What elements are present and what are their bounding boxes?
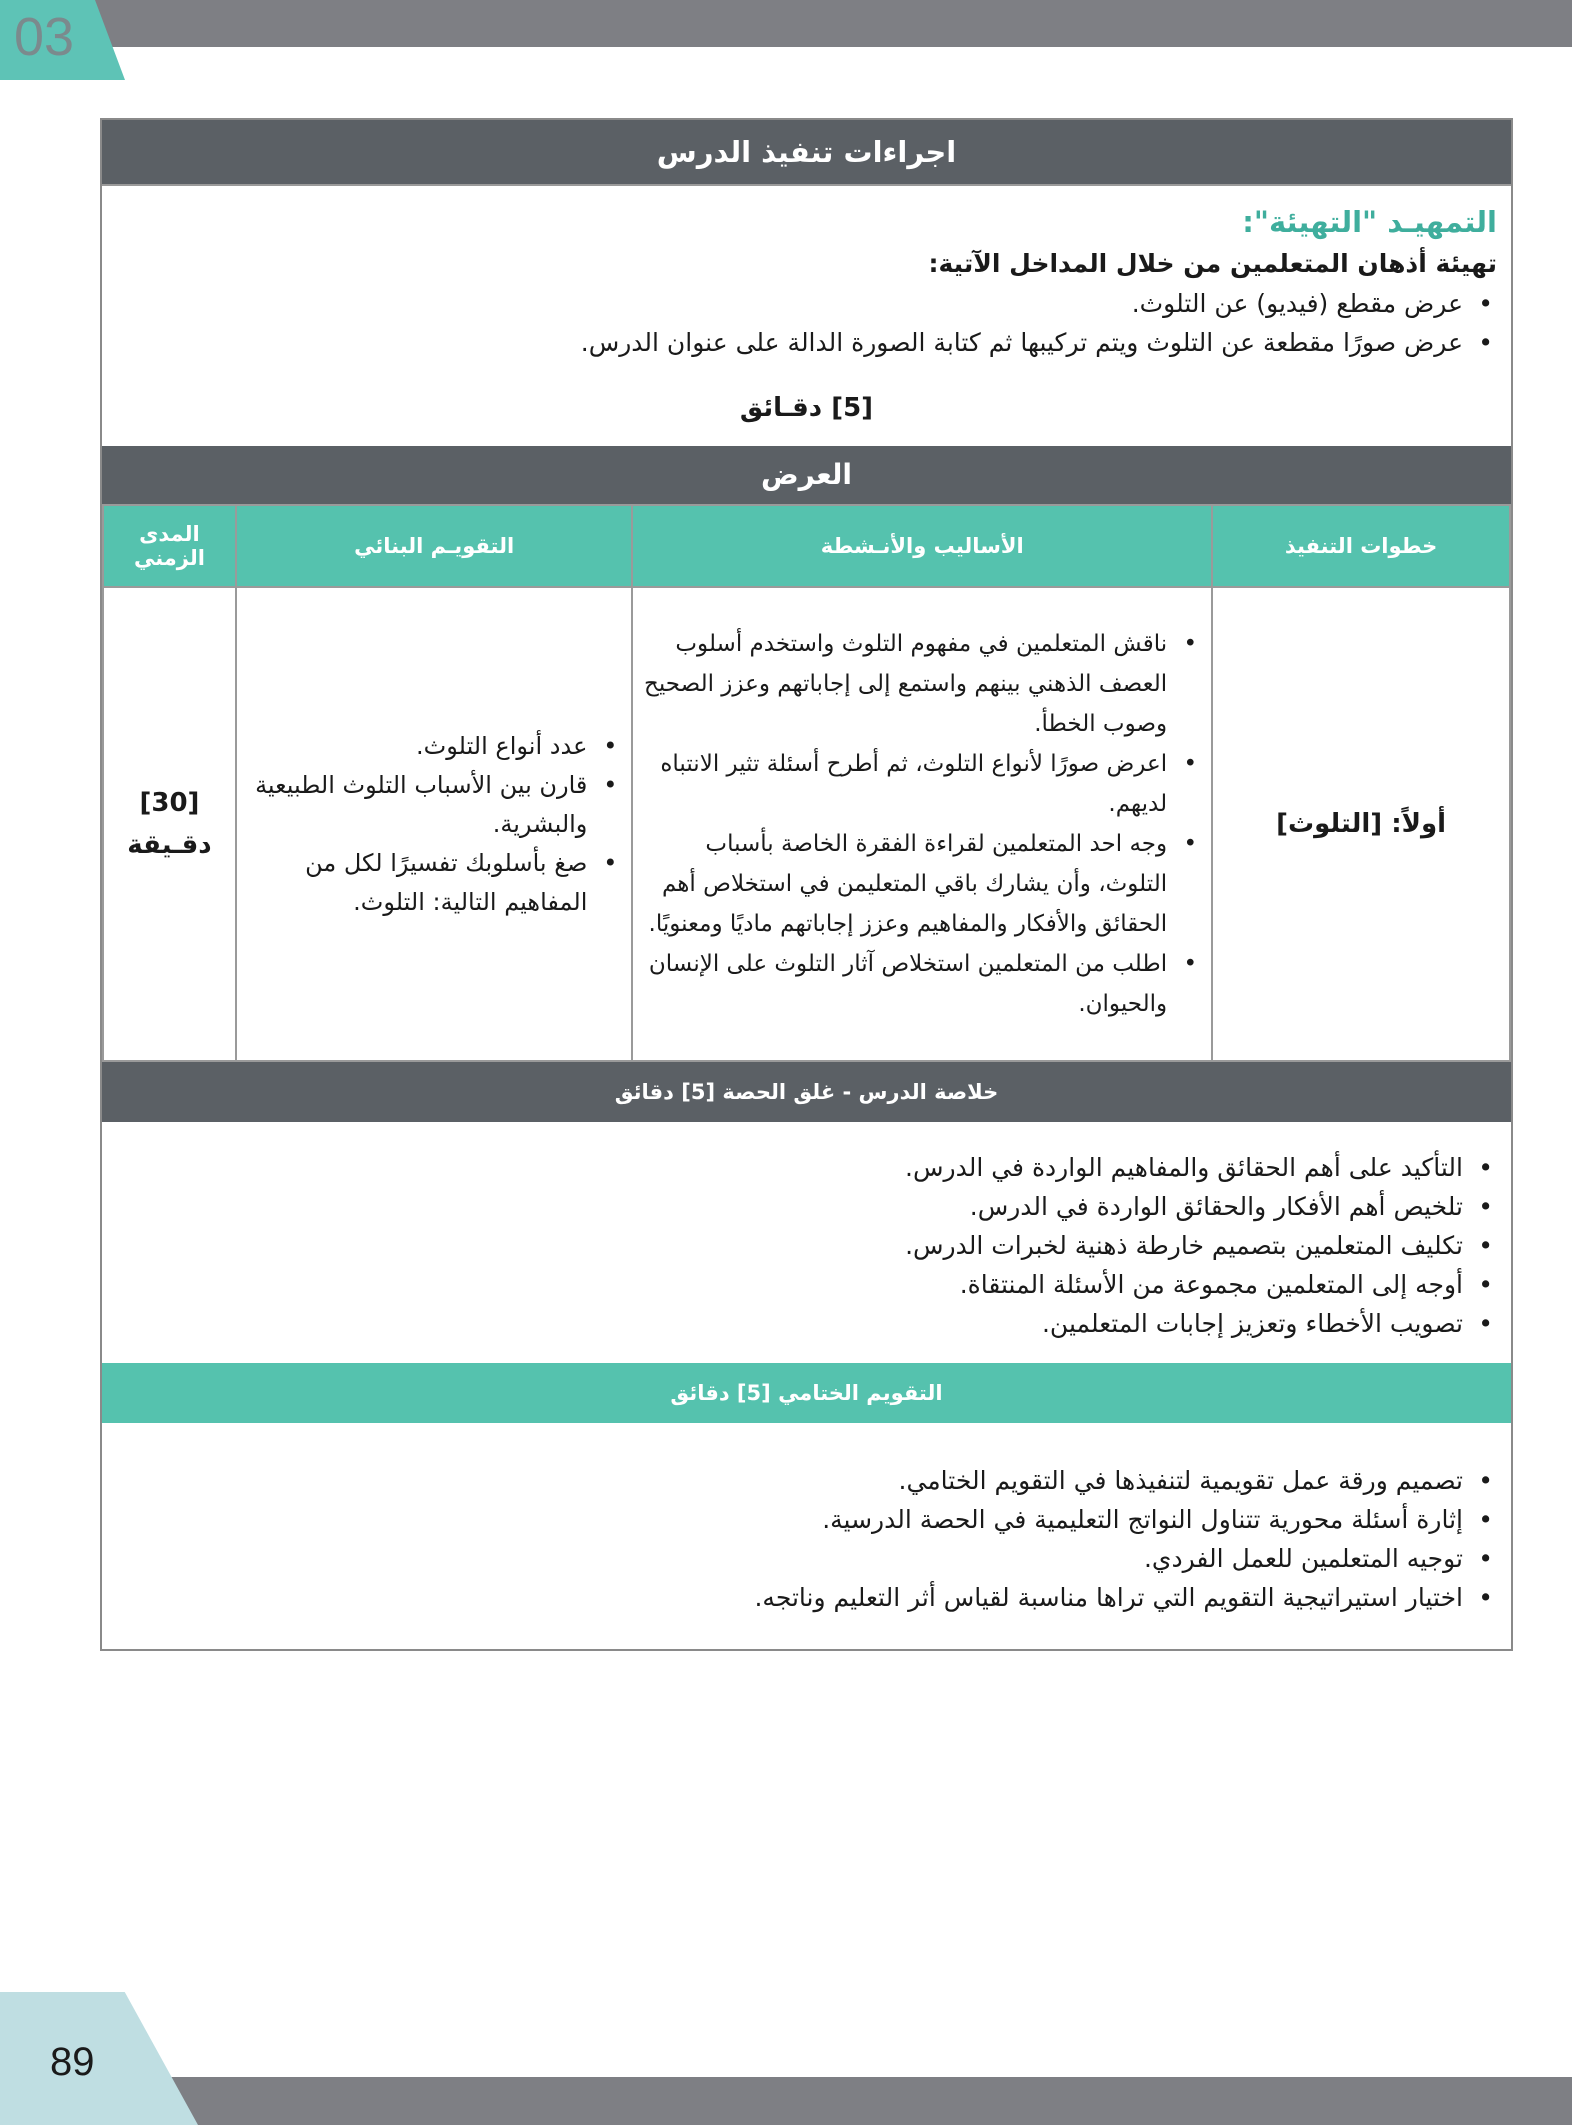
intro-section	[102, 184, 1511, 446]
presentation-title: العرض	[102, 446, 1511, 504]
summary-list	[116, 1148, 1497, 1343]
intro-duration: [5] دقـائق	[739, 393, 874, 423]
final-evaluation-item: • إثارة أسئلة محورية تتناول النواتج التعليمية في الحصة الدرسية.	[116, 1500, 1463, 1539]
final-evaluation-item: • تصميم ورقة عمل تقويمية لتنفيذها في التقويم الختامي.	[116, 1461, 1463, 1500]
evaluation-item: • عدد أنواع التلوث.	[247, 727, 587, 766]
final-evaluation-item: • اختيار استيراتيجية التقويم التي تراها مناسبة لقياس أثر التعليم وناتجه.	[116, 1578, 1463, 1617]
method-item: • وجه احد المتعلمين لقراءة الفقرة الخاصة بأسباب التلوث، وأن يشارك باقي المتعليمن في استخلاص أهم الحقائق والأفكار والمفاهيم وعزز إجاباتهم ماديًا ومعنويًا.	[643, 824, 1167, 944]
evaluation-item: • قارن بين الأسباب التلوث الطبيعية والبشرية.	[247, 766, 587, 844]
methods-list	[643, 624, 1201, 1024]
bottom-bar	[150, 2077, 1572, 2125]
final-evaluation-title: التقويم الختامي [5] دقائق	[102, 1363, 1511, 1423]
summary-item: • أوجه إلى المتعلمين مجموعة من الأسئلة المنتقاة.	[116, 1265, 1463, 1304]
page-number-tab	[0, 1992, 198, 2125]
duration-cell	[103, 587, 236, 1061]
summary-item: • تصويب الأخطاء وتعزيز إجابات المتعلمين.	[116, 1304, 1463, 1343]
evaluation-cell	[236, 587, 632, 1061]
table-row	[103, 587, 1510, 1061]
duration-value: [30]	[139, 788, 200, 818]
final-evaluation-item: • توجيه المتعلمين للعمل الفردي.	[116, 1539, 1463, 1578]
method-item: • اعرض صورًا لأنواع التلوث، ثم أطرح أسئلة تثير الانتباه لديهم.	[643, 744, 1167, 824]
header-duration: المدى الزمني	[103, 505, 236, 587]
top-bar	[0, 0, 1572, 47]
method-item: • اطلب من المتعلمين استخلاص آثار التلوث على الإنسان والحيوان.	[643, 944, 1167, 1024]
page-number: 89	[50, 2040, 95, 2084]
summary-item: • تلخيص أهم الأفكار والحقائق الواردة في الدرس.	[116, 1187, 1463, 1226]
intro-title: التمهيـد "التهيئة":	[1242, 205, 1497, 239]
final-evaluation-list	[116, 1461, 1497, 1617]
method-item: • ناقش المتعلمين في مفهوم التلوث واستخدم أسلوب العصف الذهني بينهم واستمع إلى إجاباتهم وعزز الصحيح وصوب الخطأ.	[643, 624, 1167, 744]
summary-item: • تكليف المتعلمين بتصميم خارطة ذهنية لخبرات الدرس.	[116, 1226, 1463, 1265]
duration-unit: دقـيقة	[127, 830, 212, 860]
lesson-procedures-document	[100, 118, 1513, 1651]
presentation-table	[102, 504, 1511, 1062]
lesson-title: اجراءات تنفيذ الدرس	[102, 120, 1511, 184]
summary-item: • التأكيد على أهم الحقائق والمفاهيم الواردة في الدرس.	[116, 1148, 1463, 1187]
summary-section	[102, 1122, 1511, 1363]
final-evaluation-section	[102, 1423, 1511, 1649]
header-steps: خطوات التنفيذ	[1212, 505, 1510, 587]
header-methods: الأساليب والأنـشطة	[632, 505, 1212, 587]
evaluation-list	[247, 727, 621, 922]
evaluation-item: • صغ بأسلوبك تفسيرًا لكل من المفاهيم التالية: التلوث.	[247, 844, 587, 922]
table-header-row	[103, 505, 1510, 587]
chapter-number: 03	[14, 7, 75, 67]
methods-cell	[632, 587, 1212, 1061]
intro-item: • عرض صورًا مقطعة عن التلوث ويتم تركيبها ثم كتابة الصورة الدالة على عنوان الدرس.	[116, 323, 1463, 362]
intro-subtitle: تهيئة أذهان المتعلمين من خلال المداخل الآتية:	[928, 249, 1497, 278]
summary-title: خلاصة الدرس - غلق الحصة [5] دقائق	[102, 1062, 1511, 1122]
header-evaluation: التقويـم البنائي	[236, 505, 632, 587]
intro-item: • عرض مقطع (فيديو) عن التلوث.	[116, 284, 1463, 323]
step-cell: أولاً: [التلوث]	[1212, 587, 1510, 1061]
intro-list	[116, 284, 1497, 362]
